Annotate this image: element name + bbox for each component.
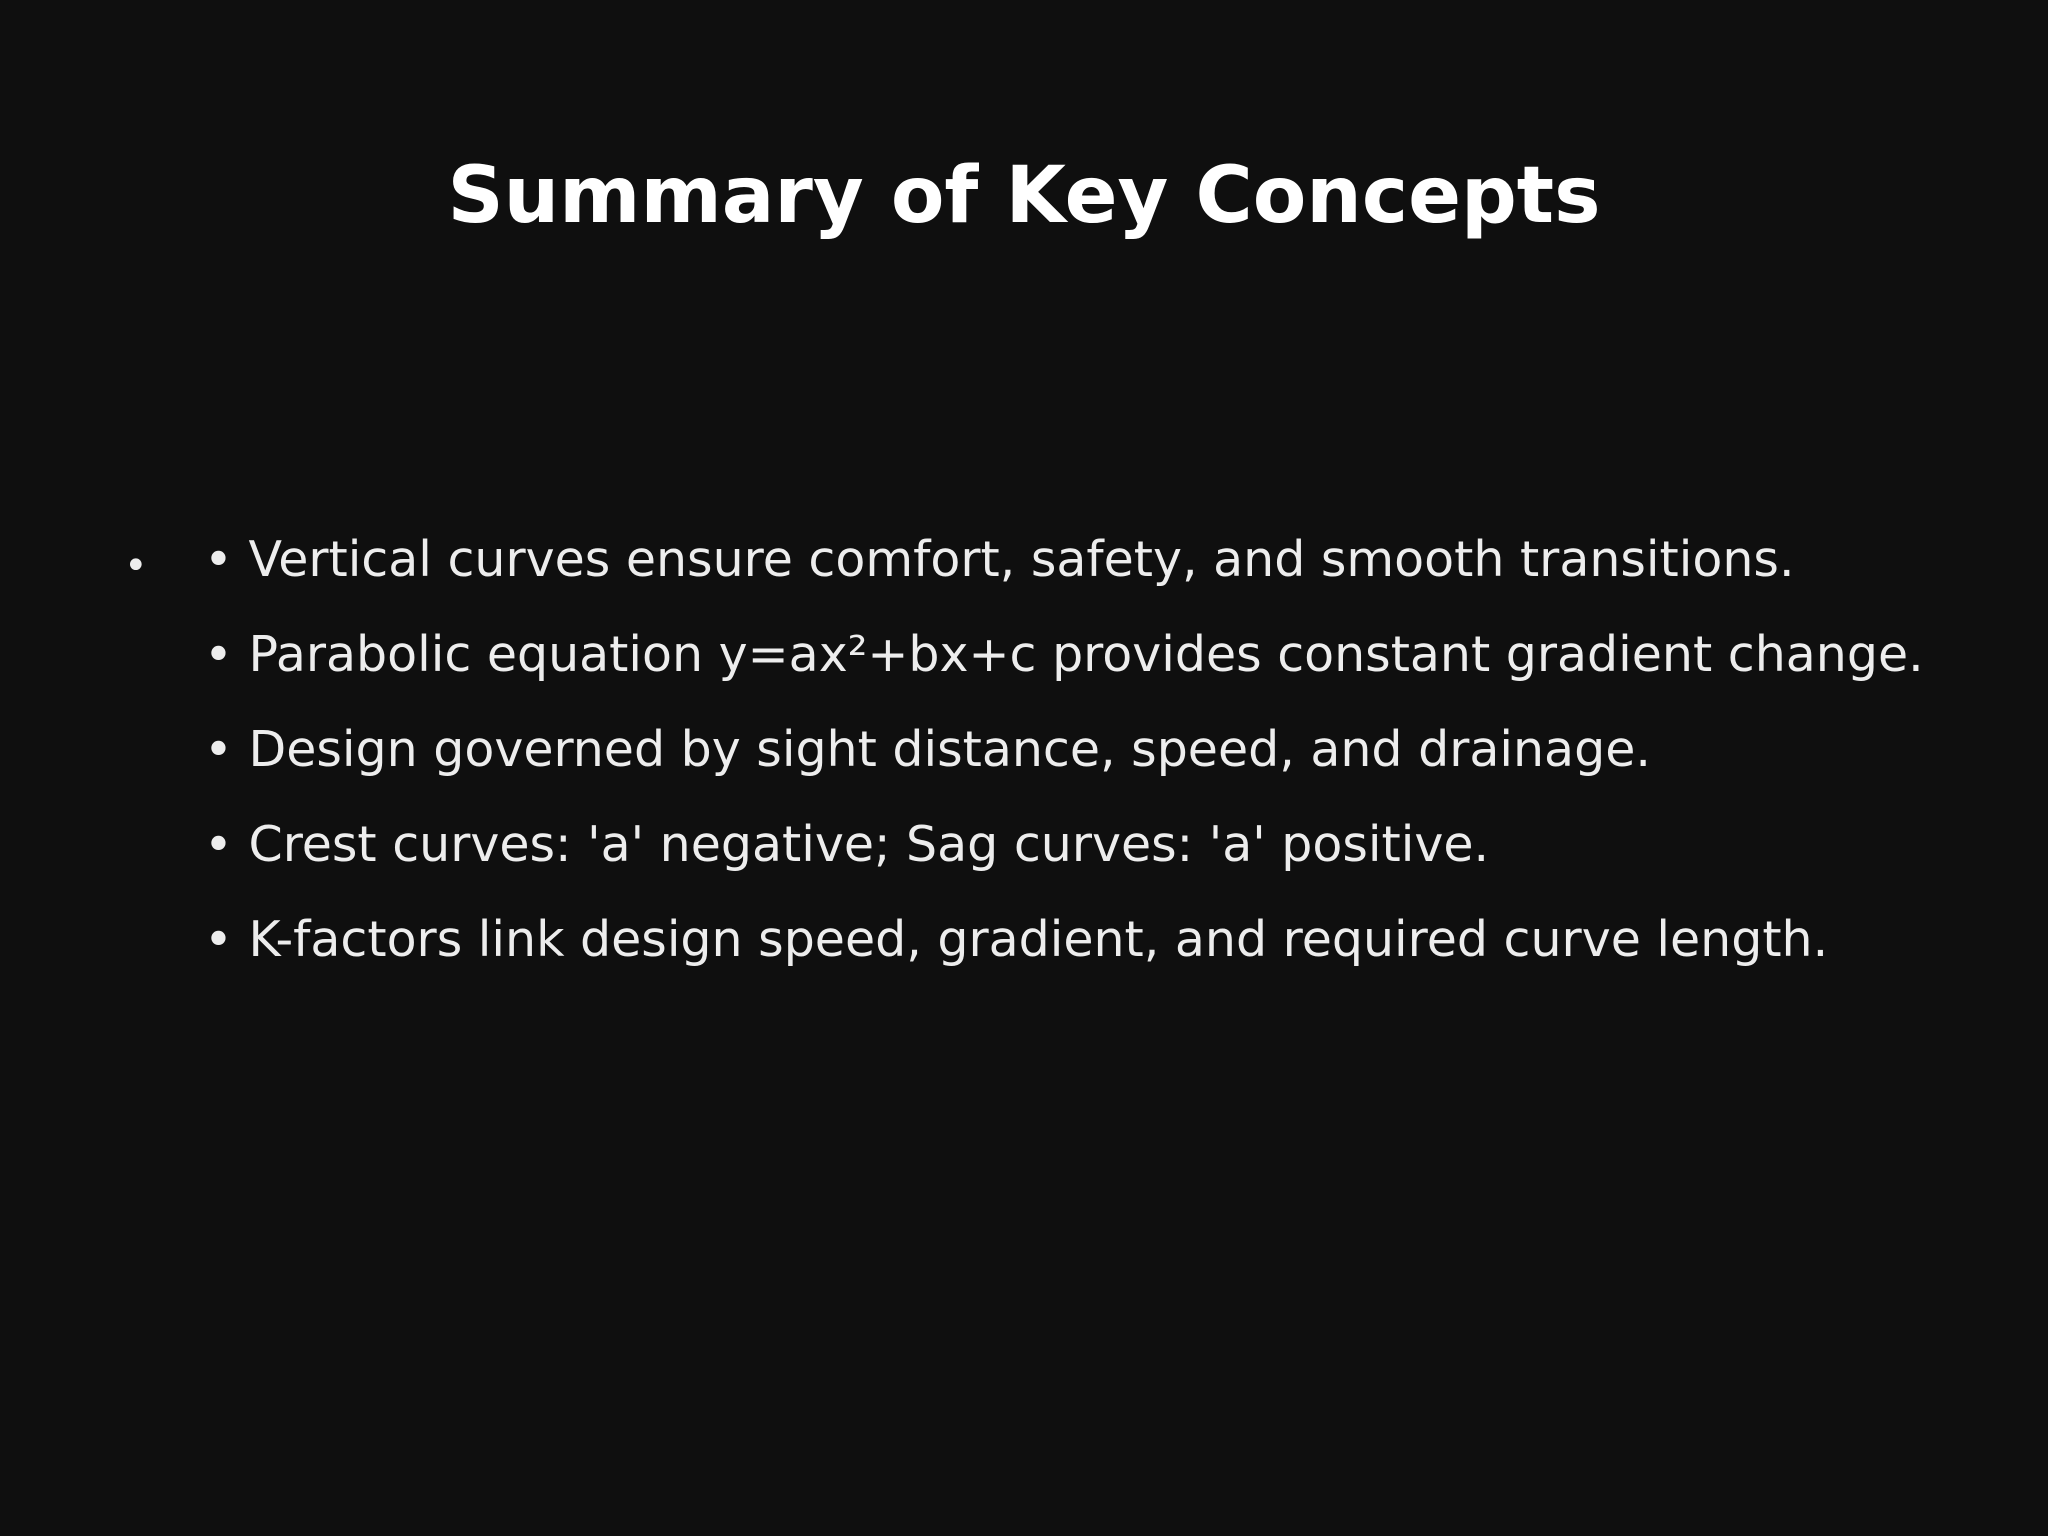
bullet-item-k-factors: • K-factors link design speed, gradient, and required curve length.	[204, 911, 1829, 968]
bullet-lines	[204, 512, 1994, 987]
bullet-item-parabolic-equation: • Parabolic equation y=ax²+bx+c provides constant gradient change.	[204, 626, 1924, 683]
bullet-item-crest-sag-curves: • Crest curves: 'a' negative; Sag curves: 'a' positive.	[204, 816, 1490, 873]
slide-title: Summary of Key Concepts	[447, 151, 1601, 241]
bullet-item-design-governed: • Design governed by sight distance, speed, and drainage.	[204, 721, 1651, 778]
outer-bullet-marker: •	[124, 543, 148, 589]
bullet-item-vertical-curves: • Vertical curves ensure comfort, safety, and smooth transitions.	[204, 531, 1795, 588]
